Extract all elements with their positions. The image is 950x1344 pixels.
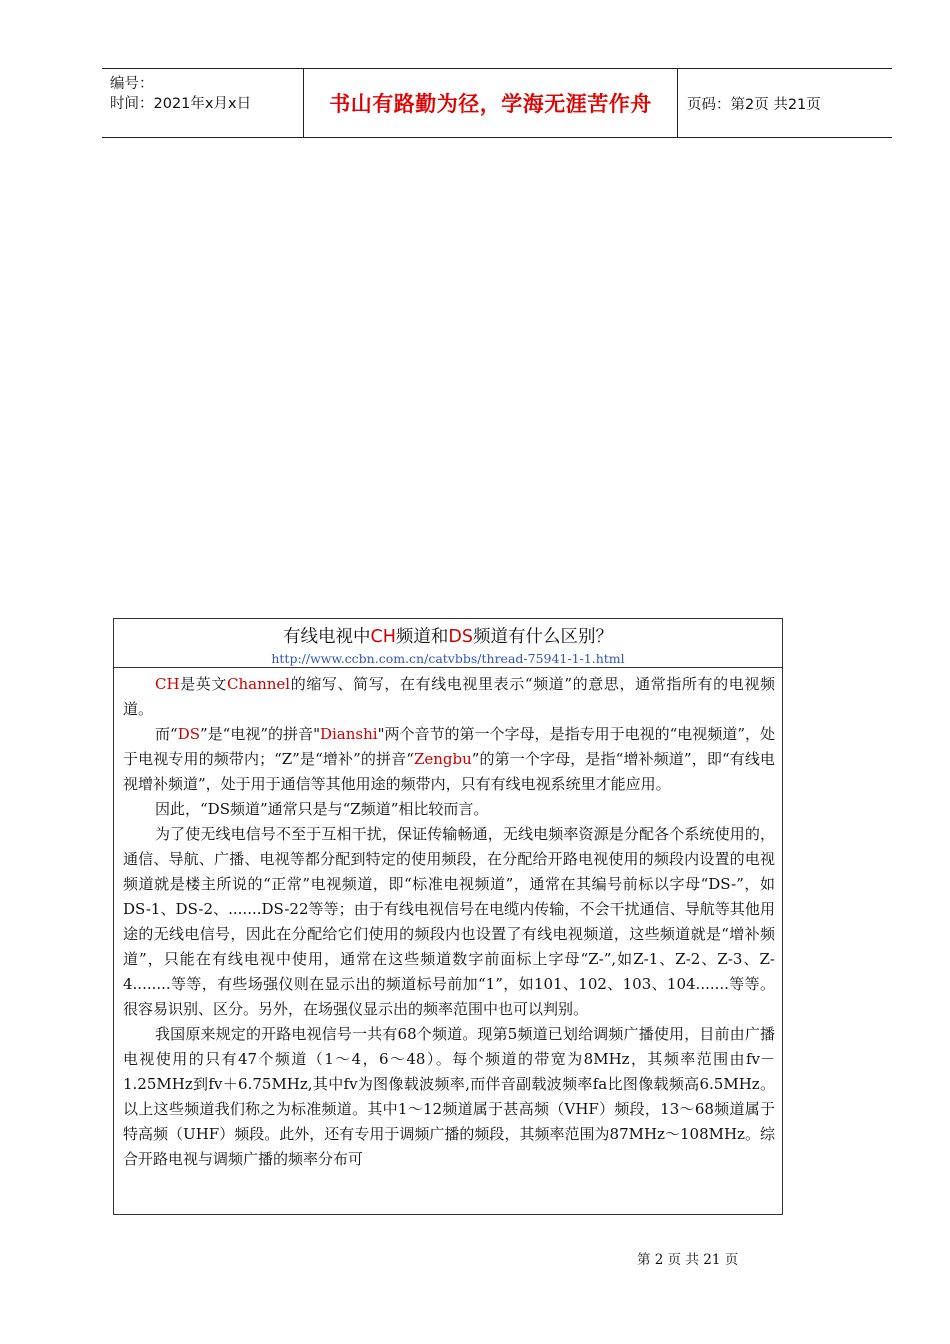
paragraph-2	[123, 722, 775, 797]
term-ds: DS	[177, 725, 200, 743]
article-body	[123, 672, 775, 1172]
title-part: 频道和	[395, 627, 449, 647]
term-zengbu: Zengbu	[413, 750, 472, 768]
text-run: 而“	[155, 725, 178, 743]
source-url-link[interactable]: http://www.ccbn.com.cn/catvbbs/thread-75941-1-1.html	[271, 651, 625, 666]
term-ch: CH	[155, 675, 180, 693]
header-meta-cell	[102, 69, 304, 137]
title-ch: CH	[370, 627, 396, 647]
number-label: 编号：	[110, 76, 154, 92]
document-header	[102, 68, 892, 138]
term-channel: Channel	[227, 675, 291, 693]
title-part: 有线电视中	[283, 627, 371, 647]
page-footer: 第 2 页 共 21 页	[637, 1252, 739, 1268]
text-run: "两个音节的第一个字母，是指专用于电视的“电视频道”，处于电视专用的频带内；“Z”是“增补”的拼音“	[123, 725, 776, 768]
header-page-cell	[678, 69, 892, 137]
article-title-row	[114, 619, 782, 668]
page-info: 页码：第2页 共21页	[687, 96, 821, 113]
paragraph-5: 我国原来规定的开路电视信号一共有68个频道。现第5频道已划给调频广播使用，目前由广播电视使用的只有47个频道（1～4，6～48）。每个频道的带宽为8MHz，其频率范围由fv－1.25MHz到fv＋6.75MHz,其中fv为图像载波频率,而伴音副载波频率fa比图像载频高6.5MHz。以上这些频道我们称之为标准频道。其中1～12频道属于甚高频（VHF）频段，13～68频道属于特高频（UHF）频段。此外，还有专用于调频广播的频段，其频率范围为87MHz～108MHz。综合开路电视与调频广播的频率分布可	[123, 1025, 775, 1168]
article-title	[114, 623, 782, 648]
title-ds: DS	[448, 627, 473, 647]
term-dianshi: Dianshi	[319, 725, 378, 743]
article-box	[113, 618, 783, 1215]
paragraph-4: 为了使无线电信号不至于互相干扰，保证传输畅通，无线电频率资源是分配各个系统使用的，通信、导航、广播、电视等都分配到特定的使用频段，在分配给开路电视使用的频段内设置的电视频道就是楼主所说的“正常”电视频道，即“标准电视频道”，通常在其编号前标以字母“DS-”，如DS-1、DS-2、.......DS-22等等；由于有线电视信号在电缆内传输，不会干扰通信、导航等其他用途的无线电信号，因此在分配给它们使用的频段内也设置了有线电视频道，这些频道就是“增补频道”，只能在有线电视中使用，通常在这些频道数字前面标上字母“Z-”,如Z-1、Z-2、Z-3、Z-4........等等，有些场强仪则在显示出的频道标号前加“1”，如101、102、103、104.......等等。很容易识别、区分。另外，在场强仪显示出的频率范围中也可以判别。	[123, 825, 775, 1018]
time-label: 时间：2021年x月x日	[110, 96, 252, 112]
text-run: ”是“电视”的拼音"	[200, 725, 320, 743]
text-run: 的缩写、简写，在有线电视里表示“频道”的意思，通常指所有的电视频道。	[123, 675, 775, 718]
paragraph-3: 因此，“DS频道”通常只是与“Z频道”相比较而言。	[155, 800, 489, 818]
header-motto-cell	[304, 69, 678, 137]
text-run: ”的第一个字母，是指“增补频道”，即“有线电视增补频道”，处于用于通信等其他用途的频带内，只有有线电视系统里才能应用。	[123, 750, 775, 793]
text-run: 是英文	[179, 675, 228, 693]
title-part: 频道有什么区别？	[472, 627, 613, 647]
paragraph-1	[123, 672, 775, 722]
motto-text: 书山有路勤为径，学海无涯苦作舟	[329, 92, 652, 116]
